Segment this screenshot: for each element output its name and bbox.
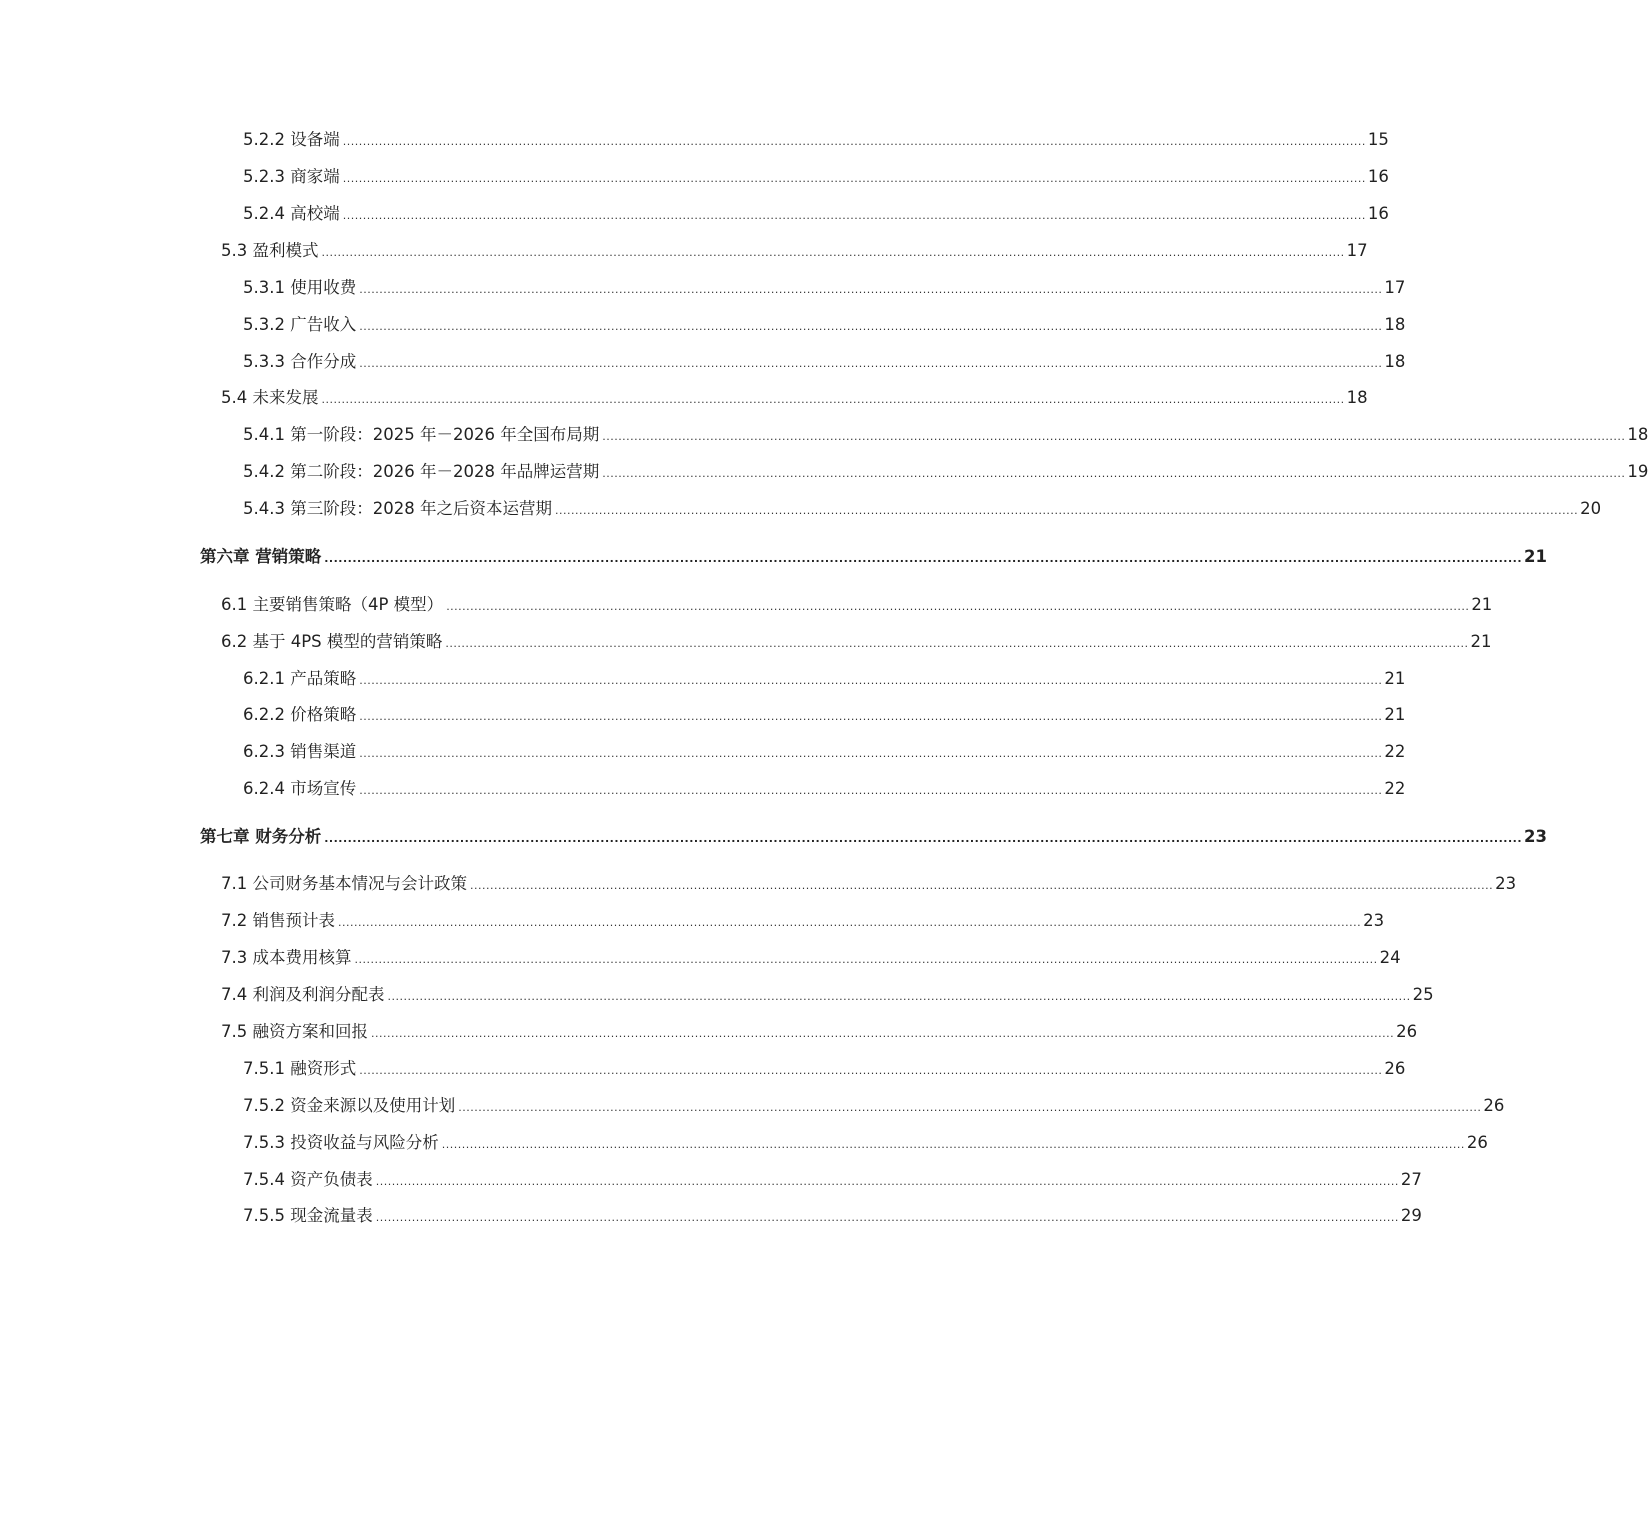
toc-entry-page: 18: [1346, 388, 1368, 407]
toc-entry-page: 18: [1384, 352, 1406, 371]
toc-entry-7-5-1[interactable]: [200, 1057, 1406, 1081]
toc-dot-leader: ................................................................................................................................................................................................................................................................: [359, 710, 1383, 723]
toc-entry-page: 27: [1400, 1170, 1422, 1189]
toc-dot-leader: ................................................................................................................................................................................................................................................................: [602, 430, 1626, 443]
toc-dot-leader: ................................................................................................................................................................................................................................................................: [359, 674, 1383, 687]
toc-entry-5-3-2[interactable]: [200, 313, 1406, 337]
toc-entry-6-2-4[interactable]: [200, 777, 1406, 801]
toc-entry-page: 26: [1396, 1022, 1418, 1041]
toc-entry-5-2-4[interactable]: [200, 202, 1389, 226]
toc-entry-6-2-2[interactable]: [200, 703, 1406, 727]
toc-entry-5-3[interactable]: [200, 239, 1368, 263]
toc-dot-leader: ................................................................................................................................................................................................................................................................: [359, 320, 1383, 333]
toc-dot-leader: ................................................................................................................................................................................................................................................................: [342, 209, 1366, 222]
toc-entry-7-3[interactable]: [200, 946, 1401, 970]
toc-entry-page: 29: [1400, 1206, 1422, 1225]
toc-entry-label: 7.3 成本费用核算: [221, 948, 352, 967]
toc-dot-leader: ................................................................................................................................................................................................................................................................: [387, 990, 1411, 1003]
toc-entry-label: 7.5.5 现金流量表: [243, 1206, 373, 1225]
toc-entry-7-2[interactable]: [200, 909, 1385, 933]
toc-entry-5-4-1[interactable]: [200, 423, 1648, 447]
toc-entry-page: 17: [1346, 241, 1368, 260]
toc-entry-label: 5.2.4 高校端: [243, 204, 340, 223]
toc-dot-leader: ................................................................................................................................................................................................................................................................: [441, 1138, 1465, 1151]
toc-entry-label: 6.1 主要销售策略（4P 模型）: [221, 595, 444, 614]
toc-entry-label: 6.2 基于 4PS 模型的营销策略: [221, 632, 443, 651]
toc-chapter-6[interactable]: [200, 545, 1547, 569]
toc-dot-leader: ................................................................................................................................................................................................................................................................: [321, 393, 1345, 406]
toc-dot-leader: ................................................................................................................................................................................................................................................................: [359, 283, 1383, 296]
toc-entry-label: 5.4 未来发展: [221, 388, 319, 407]
toc-entry-label: 5.4.1 第一阶段：2025 年－2026 年全国布局期: [243, 425, 600, 444]
toc-entry-5-3-1[interactable]: [200, 276, 1406, 300]
toc-entry-label: 5.4.2 第二阶段：2026 年－2028 年品牌运营期: [243, 462, 600, 481]
toc-entry-label: 5.3 盈利模式: [221, 241, 319, 260]
toc-entry-label: 6.2.2 价格策略: [243, 705, 357, 724]
toc-entry-6-2-3[interactable]: [200, 740, 1406, 764]
toc-chapter-7[interactable]: [200, 825, 1547, 849]
toc-dot-leader: ................................................................................................................................................................................................................................................................: [359, 1064, 1383, 1077]
toc-entry-label: 7.5 融资方案和回报: [221, 1022, 368, 1041]
toc-entry-page: 16: [1367, 204, 1389, 223]
toc-entry-label: 6.2.4 市场宣传: [243, 779, 357, 798]
toc-entry-label: 5.3.2 广告收入: [243, 315, 357, 334]
toc-entry-page: 26: [1384, 1059, 1406, 1078]
toc-entry-page: 21: [1384, 705, 1406, 724]
toc-entry-label: 6.2.1 产品策略: [243, 669, 357, 688]
toc-entry-6-2[interactable]: [200, 630, 1492, 654]
toc-dot-leader: ................................................................................................................................................................................................................................................................: [359, 357, 1383, 370]
toc-entry-label: 5.3.3 合作分成: [243, 352, 357, 371]
toc-entry-page: 23: [1495, 874, 1517, 893]
toc-entry-label: 7.1 公司财务基本情况与会计政策: [221, 874, 467, 893]
toc-entry-7-5[interactable]: [200, 1020, 1418, 1044]
toc-entry-page: 20: [1580, 499, 1602, 518]
toc-entry-page: 23: [1363, 911, 1385, 930]
toc-dot-leader: ................................................................................................................................................................................................................................................................: [338, 916, 1362, 929]
toc-dot-leader: ................................................................................................................................................................................................................................................................: [359, 747, 1383, 760]
toc-entry-label: 7.5.2 资金来源以及使用计划: [243, 1096, 456, 1115]
toc-chapter-page: 21: [1524, 547, 1547, 566]
toc-entry-label: 7.2 销售预计表: [221, 911, 335, 930]
toc-entry-page: 25: [1412, 985, 1434, 1004]
toc-entry-page: 24: [1379, 948, 1401, 967]
toc-entry-7-1[interactable]: [200, 872, 1517, 896]
toc-entry-7-4[interactable]: [200, 983, 1434, 1007]
toc-entry-5-4-2[interactable]: [200, 460, 1648, 484]
toc-entry-label: 7.5.1 融资形式: [243, 1059, 357, 1078]
toc-dot-leader: ................................................................................................................................................................................................................................................................: [458, 1101, 1482, 1114]
toc-entry-label: 5.4.3 第三阶段：2028 年之后资本运营期: [243, 499, 552, 518]
toc-entry-5-3-3[interactable]: [200, 350, 1406, 374]
toc-dot-leader: ................................................................................................................................................................................................................................................................: [445, 637, 1469, 650]
toc-entry-page: 21: [1470, 632, 1492, 651]
toc-entry-5-2-2[interactable]: [200, 128, 1389, 152]
toc-dot-leader: ................................................................................................................................................................................................................................................................: [354, 953, 1378, 966]
toc-entry-5-2-3[interactable]: [200, 165, 1389, 189]
toc-entry-7-5-4[interactable]: [200, 1168, 1422, 1192]
toc-dot-leader: ................................................................................................................................................................................................................................................................: [375, 1211, 1399, 1224]
toc-dot-leader: ................................................................................................................................................................................................................................................................: [371, 1027, 1395, 1040]
toc-entry-label: 7.5.3 投资收益与风险分析: [243, 1133, 439, 1152]
toc-dot-leader: ................................................................................................................................................................................................................................................................: [324, 552, 1522, 565]
toc-entry-label: 5.3.1 使用收费: [243, 278, 357, 297]
toc-entry-6-1[interactable]: [200, 593, 1493, 617]
toc-entry-6-2-1[interactable]: [200, 667, 1406, 691]
toc-entry-label: 5.2.3 商家端: [243, 167, 340, 186]
toc-entry-page: 21: [1384, 669, 1406, 688]
toc-entry-7-5-3[interactable]: [200, 1131, 1488, 1155]
toc-dot-leader: ................................................................................................................................................................................................................................................................: [446, 600, 1470, 613]
toc-dot-leader: ................................................................................................................................................................................................................................................................: [470, 879, 1494, 892]
toc-entry-page: 22: [1384, 742, 1406, 761]
toc-entry-page: 18: [1384, 315, 1406, 334]
toc-entry-7-5-2[interactable]: [200, 1094, 1505, 1118]
toc-entry-page: 22: [1384, 779, 1406, 798]
toc-entry-label: 7.5.4 资产负债表: [243, 1170, 373, 1189]
toc-entry-page: 15: [1367, 130, 1389, 149]
toc-entry-5-4[interactable]: [200, 386, 1368, 410]
toc-entry-label: 6.2.3 销售渠道: [243, 742, 357, 761]
toc-entry-page: 26: [1483, 1096, 1505, 1115]
toc-entry-5-4-3[interactable]: [200, 497, 1602, 521]
toc-chapter-label: 第六章 营销策略: [200, 547, 322, 566]
toc-dot-leader: ................................................................................................................................................................................................................................................................: [375, 1175, 1399, 1188]
toc-dot-leader: ................................................................................................................................................................................................................................................................: [342, 135, 1366, 148]
toc-dot-leader: ................................................................................................................................................................................................................................................................: [359, 784, 1383, 797]
toc-chapter-page: 23: [1524, 827, 1547, 846]
toc-entry-label: 5.2.2 设备端: [243, 130, 340, 149]
toc-dot-leader: ................................................................................................................................................................................................................................................................: [324, 832, 1522, 845]
toc-chapter-label: 第七章 财务分析: [200, 827, 322, 846]
toc-entry-page: 21: [1471, 595, 1493, 614]
toc-entry-label: 7.4 利润及利润分配表: [221, 985, 385, 1004]
toc-entry-7-5-5[interactable]: [200, 1204, 1422, 1228]
toc-dot-leader: ................................................................................................................................................................................................................................................................: [602, 467, 1626, 480]
toc-entry-page: 19: [1627, 462, 1648, 481]
toc-dot-leader: ................................................................................................................................................................................................................................................................: [321, 246, 1345, 259]
toc-dot-leader: ................................................................................................................................................................................................................................................................: [554, 504, 1579, 517]
toc-dot-leader: ................................................................................................................................................................................................................................................................: [342, 172, 1366, 185]
toc-entry-page: 17: [1384, 278, 1406, 297]
toc-entry-page: 26: [1466, 1133, 1488, 1152]
toc-entry-page: 18: [1627, 425, 1648, 444]
toc-entry-page: 16: [1367, 167, 1389, 186]
